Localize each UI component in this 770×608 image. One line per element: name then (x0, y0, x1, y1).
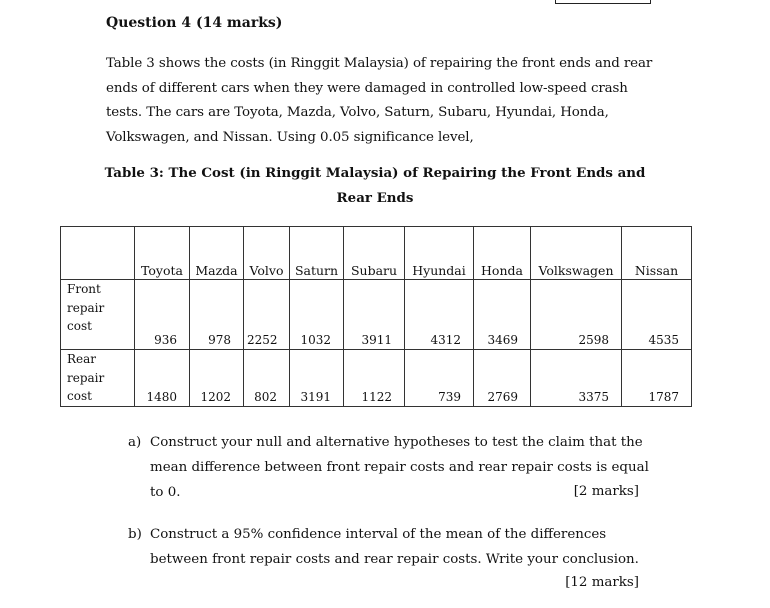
column-header-volkswagen: Volkswagen (531, 227, 622, 280)
table-cell: 1787 (622, 350, 692, 407)
table-cell: 3191 (290, 350, 344, 407)
table-cell: 2598 (531, 280, 622, 350)
question-title: Question 4 (14 marks) (106, 15, 283, 31)
part-b-label: b) (128, 527, 142, 542)
table-cell: 2769 (474, 350, 531, 407)
table-cell: 3911 (344, 280, 405, 350)
column-header-volvo: Volvo (244, 227, 290, 280)
table-caption-line-2: Rear Ends (336, 190, 414, 206)
table-row-front-repair (61, 280, 692, 350)
row-label-rear-repair-cost: Rear repair cost (61, 350, 135, 407)
table-cell: 739 (405, 350, 474, 407)
table-cell: 978 (190, 280, 244, 350)
table-corner-cell (61, 227, 135, 280)
table-cell: 1480 (135, 350, 190, 407)
previous-marks-box-edge (555, 0, 651, 4)
question-intro: Table 3 shows the costs (in Ringgit Malaysia) of repairing the front ends and rear ends of different cars when they were damaged in controlled low-speed crash tests. The cars are Toyota, Mazda, Volvo, Saturn, Subaru, Hyundai, Honda, Volkswagen, and Nissan. Using 0.05 significance level, (106, 56, 653, 145)
table-cell: 4312 (405, 280, 474, 350)
column-header-subaru: Subaru (344, 227, 405, 280)
table-row-rear-repair (61, 350, 692, 407)
question-part-b (128, 522, 653, 572)
column-header-nissan: Nissan (622, 227, 692, 280)
part-b-text: Construct a 95% confidence interval of the mean of the differences between front repair costs and rear repair costs. Write your conclusion. (150, 527, 639, 567)
table-cell: 4535 (622, 280, 692, 350)
table-cell: 1032 (290, 280, 344, 350)
row-label-front-repair-cost: Front repair cost (61, 280, 135, 350)
column-header-hyundai: Hyundai (405, 227, 474, 280)
part-a-marks: [2 marks] (573, 484, 639, 499)
table-caption-line-1: Table 3: The Cost (in Ringgit Malaysia) of Repairing the Front Ends and (104, 165, 646, 181)
table-header-row (61, 227, 692, 280)
part-a-text: Construct your null and alternative hypotheses to test the claim that the mean difference between front repair costs and rear repair costs is equal to 0. (150, 435, 649, 500)
table-cell: 3469 (474, 280, 531, 350)
table-cell: 1202 (190, 350, 244, 407)
table-cell: 2252 (244, 280, 290, 350)
part-b-marks: [12 marks] (565, 575, 639, 590)
table-cell: 1122 (344, 350, 405, 407)
column-header-saturn: Saturn (290, 227, 344, 280)
repair-cost-table (60, 226, 692, 407)
column-header-toyota: Toyota (135, 227, 190, 280)
table-cell: 3375 (531, 350, 622, 407)
part-a-label: a) (128, 435, 142, 450)
column-header-honda: Honda (474, 227, 531, 280)
table-cell: 936 (135, 280, 190, 350)
table-cell: 802 (244, 350, 290, 407)
column-header-mazda: Mazda (190, 227, 244, 280)
table-caption (100, 161, 650, 211)
